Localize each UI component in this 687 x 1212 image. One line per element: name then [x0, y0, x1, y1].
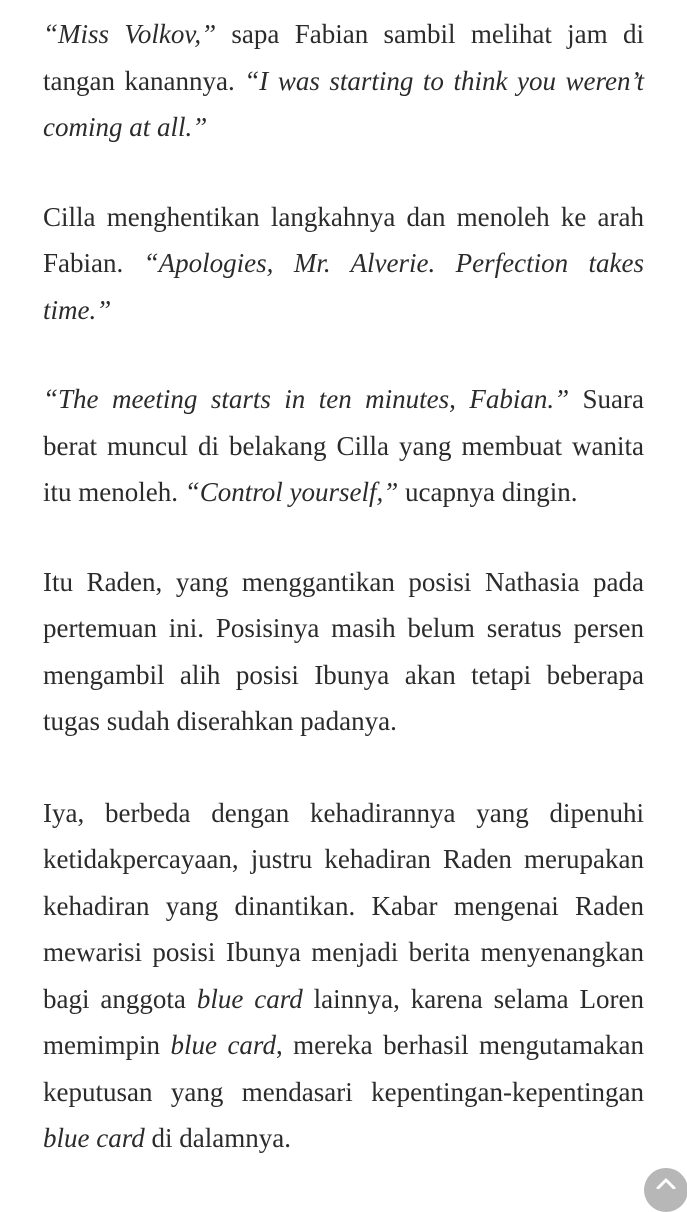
narration-text: Iya, berbeda dengan kehadirannya yang dipenuhi ketidakpercayaan, justru kehadiran Raden merupakan kehadiran yang dinantikan. Kabar mengenai Raden mewarisi posisi Ibunya menjadi berita menyenangkan bagi anggota	[43, 797, 644, 1014]
paragraph	[43, 559, 644, 745]
chevron-up-icon	[656, 1177, 676, 1189]
dialogue-text: “Control yourself,”	[184, 477, 399, 507]
emphasis-text: blue card	[196, 983, 303, 1014]
emphasis-text: blue card	[43, 1123, 145, 1153]
paragraph	[43, 376, 644, 516]
dialogue-text: “Apologies, Mr. Alverie. Perfection takes time.”	[43, 248, 644, 325]
narration-text: Suara berat muncul di belakang Cilla yang membuat wanita itu menoleh.	[43, 384, 644, 507]
emphasis-text: blue card	[170, 1030, 276, 1060]
paragraph	[43, 790, 644, 1162]
narration-text: lainnya, karena selama Loren memimpin	[43, 983, 644, 1060]
scroll-to-top-button[interactable]	[644, 1168, 687, 1212]
dialogue-text: “The meeting starts in ten minutes, Fabian.”	[43, 384, 570, 414]
narration-text: , mereka berhasil mengutamakan keputusan yang mendasari kepentingan-kepentingan	[43, 1030, 645, 1107]
narration-text: ucapnya dingin.	[398, 477, 578, 507]
narration-text: di dalamnya.	[144, 1123, 291, 1153]
dialogue-text: “I was starting to think you weren’t coming at all.”	[43, 65, 645, 142]
narration-text: Cilla menghentikan langkahnya dan menoleh ke arah Fabian.	[43, 201, 644, 278]
narration-text: sapa Fabian sambil melihat jam di tangan kanannya.	[43, 19, 644, 96]
paragraph	[43, 11, 644, 151]
dialogue-text: “Miss Volkov,”	[43, 19, 217, 49]
paragraph	[43, 194, 644, 334]
narration-text: Itu Raden, yang menggantikan posisi Nathasia pada pertemuan ini. Posisinya masih belum seratus persen mengambil alih posisi Ibunya akan tetapi beberapa tugas sudah diserahkan padanya.	[43, 566, 644, 736]
